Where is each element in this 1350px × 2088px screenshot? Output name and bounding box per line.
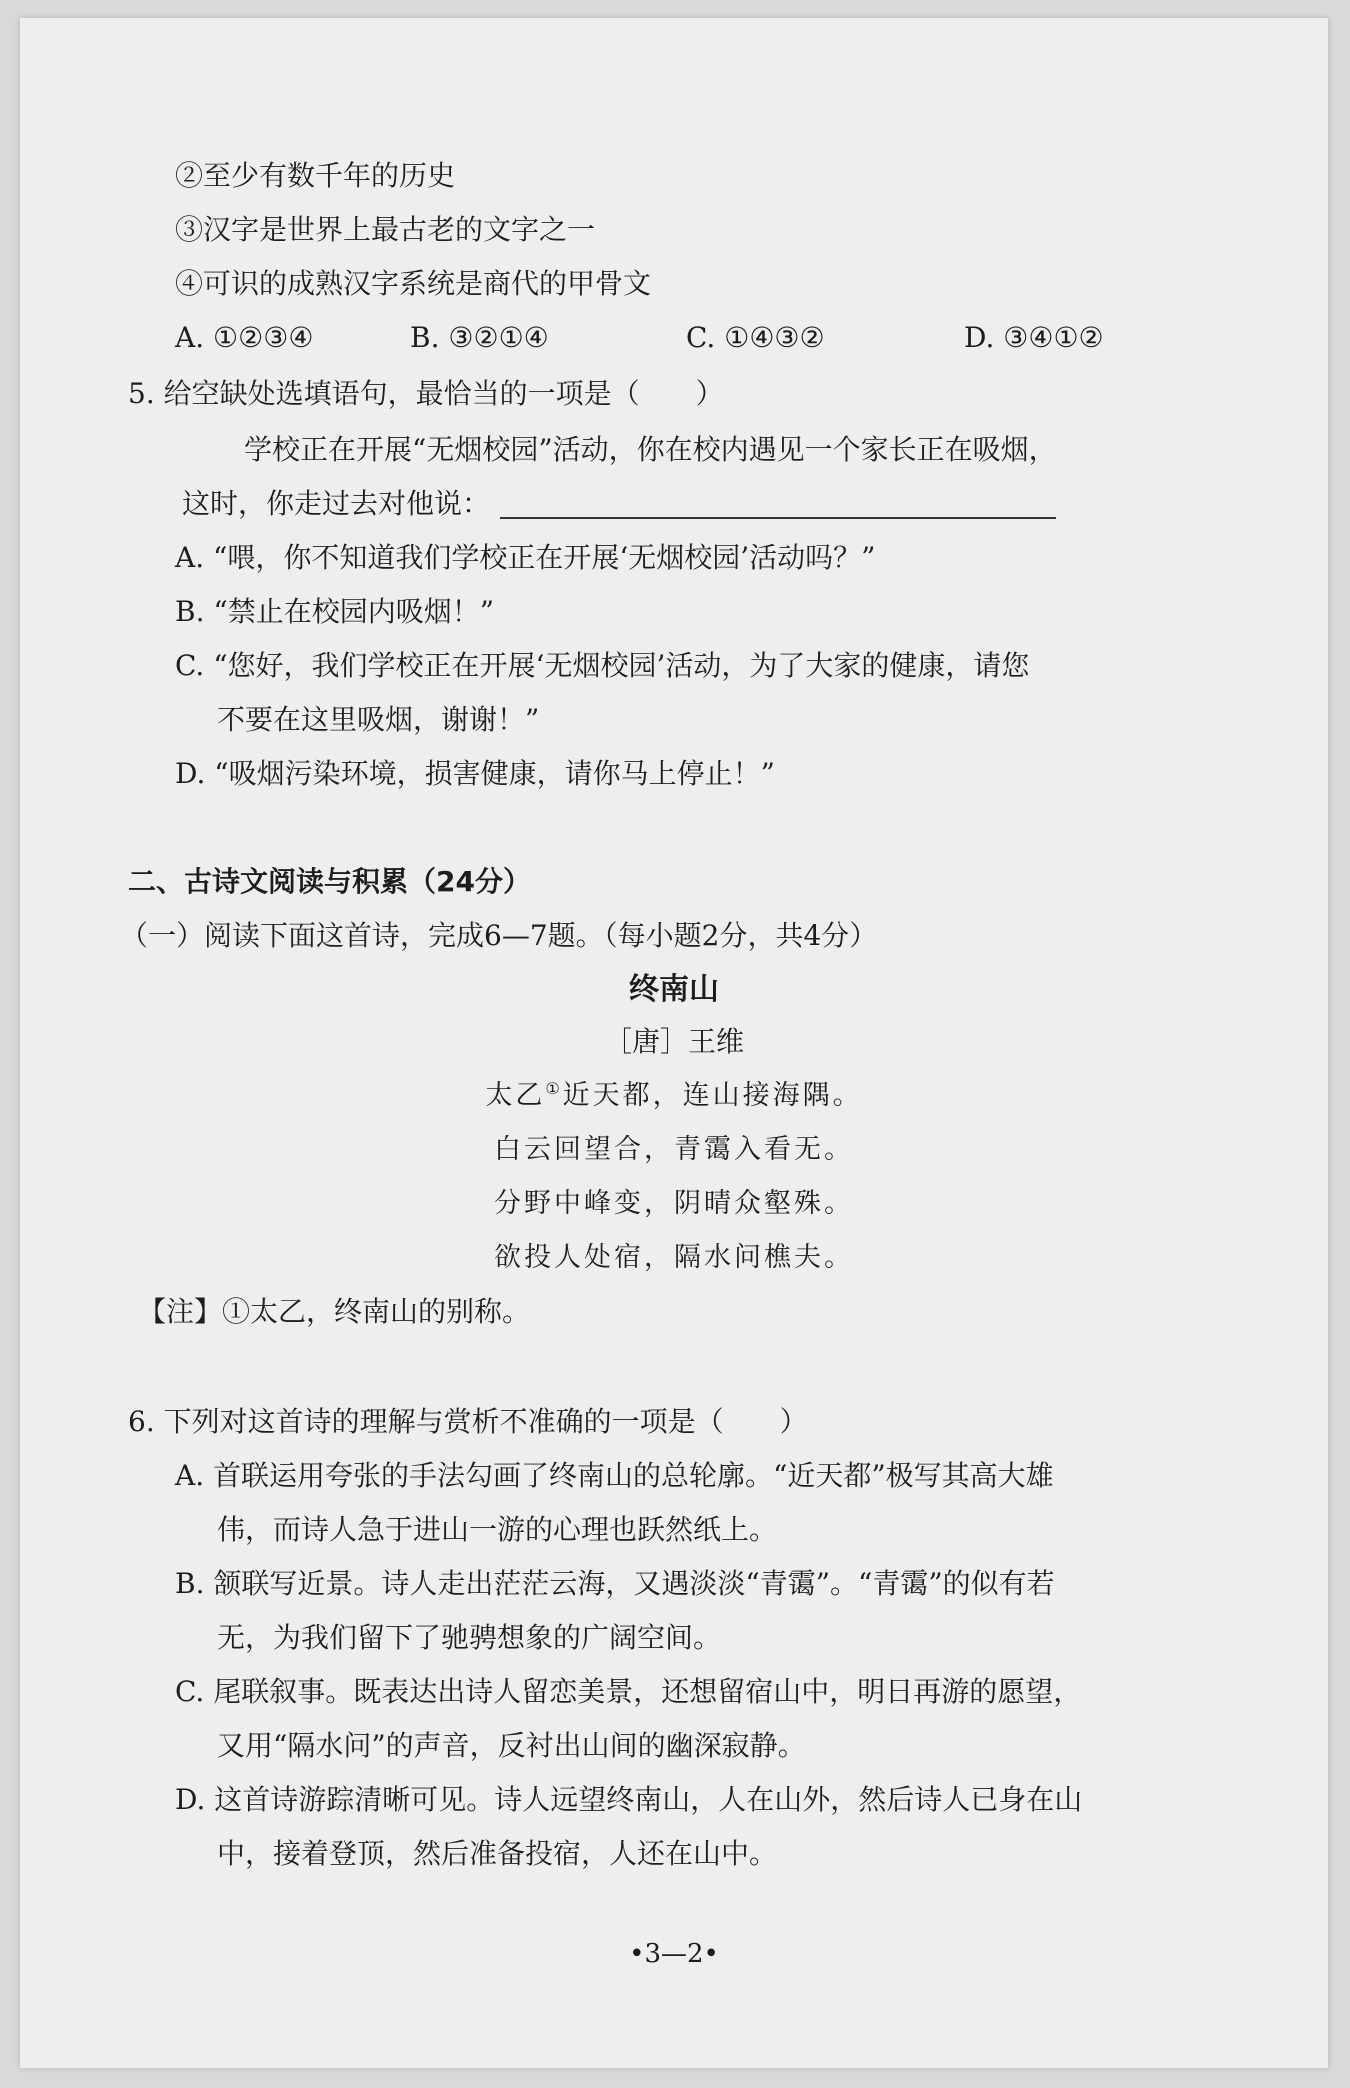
- q5-passage-line2: [182, 484, 1056, 524]
- q6-option-d-line2: 中，接着登顶，然后准备投宿，人还在山中。: [217, 1837, 778, 1870]
- q5-passage-text: 这时，你走过去对他说：: [182, 487, 491, 520]
- q4-item-4: ④可识的成熟汉字系统是商代的甲骨文: [175, 267, 652, 300]
- answer-blank: [500, 487, 1056, 519]
- section-heading: 二、古诗文阅读与积累（24分）: [128, 865, 531, 898]
- poem-line-4: 欲投人处宿，隔水问樵夫。: [494, 1242, 854, 1273]
- q6-option-b-line1: B. 颔联写近景。诗人走出茫茫云海，又遇淡淡“青霭”。“青霭”的似有若: [175, 1567, 1055, 1600]
- q6-option-a-line2: 伟，而诗人急于进山一游的心理也跃然纸上。: [217, 1513, 778, 1546]
- q4-item-3: ③汉字是世界上最古老的文字之一: [175, 213, 596, 246]
- q5-passage-line1: 学校正在开展“无烟校园”活动，你在校内遇见一个家长正在吸烟，: [244, 433, 1057, 466]
- q4-option-d: D. ③④①②: [964, 321, 1104, 354]
- poem-line-1-end: 近天都，连山接海隅。: [562, 1080, 863, 1111]
- q4-option-c: C. ①④③②: [686, 321, 825, 354]
- q4-item-2: ②至少有数千年的历史: [175, 159, 456, 192]
- q5-option-c-line2: 不要在这里吸烟，谢谢！”: [217, 703, 540, 736]
- page-number: •3—2•: [629, 1939, 719, 1969]
- poem-line-2: 白云回望合，青霭入看无。: [494, 1134, 854, 1165]
- q6-option-d-line1: D. 这首诗游踪清晰可见。诗人远望终南山，人在山外，然后诗人已身在山: [175, 1783, 1083, 1816]
- q5-option-b: B. “禁止在校园内吸烟！”: [175, 595, 495, 628]
- poem-author: ［唐］王维: [603, 1025, 744, 1058]
- q4-option-a: A. ①②③④: [175, 321, 314, 354]
- q6-option-a-line1: A. 首联运用夸张的手法勾画了终南山的总轮廓。“近天都”极写其高大雄: [175, 1459, 1054, 1492]
- poem-title: 终南山: [629, 972, 719, 1007]
- q6-stem: 6. 下列对这首诗的理解与赏析不准确的一项是（ ）: [128, 1405, 808, 1438]
- q6-option-b-line2: 无，为我们留下了驰骋想象的广阔空间。: [217, 1621, 722, 1654]
- q5-stem: 5. 给空缺处选填语句，最恰当的一项是（ ）: [128, 377, 724, 410]
- q5-option-d: D. “吸烟污染环境，损害健康，请你马上停止！”: [175, 757, 775, 790]
- poem-line-1-start: 太乙: [485, 1080, 546, 1111]
- q6-option-c-line2: 又用“隔水问”的声音，反衬出山间的幽深寂静。: [217, 1729, 806, 1762]
- footnote-marker: ①: [545, 1079, 563, 1098]
- poem-line-1: [20, 1076, 1328, 1116]
- q5-option-c-line1: C. “您好，我们学校正在开展‘无烟校园’活动，为了大家的健康，请您: [175, 649, 1030, 682]
- q5-option-a: A. “喂，你不知道我们学校正在开展‘无烟校园’活动吗？”: [175, 541, 876, 574]
- exam-page: [20, 18, 1328, 2068]
- q4-option-b: B. ③②①④: [410, 321, 549, 354]
- section-sub-instruction: （一）阅读下面这首诗，完成6—7题。（每小题2分，共4分）: [120, 919, 878, 952]
- q6-option-c-line1: C. 尾联叙事。既表达出诗人留恋美景，还想留宿山中，明日再游的愿望，: [175, 1675, 1082, 1708]
- poem-footnote: 【注】①太乙，终南山的别称。: [138, 1295, 531, 1328]
- poem-line-3: 分野中峰变，阴晴众壑殊。: [494, 1188, 854, 1219]
